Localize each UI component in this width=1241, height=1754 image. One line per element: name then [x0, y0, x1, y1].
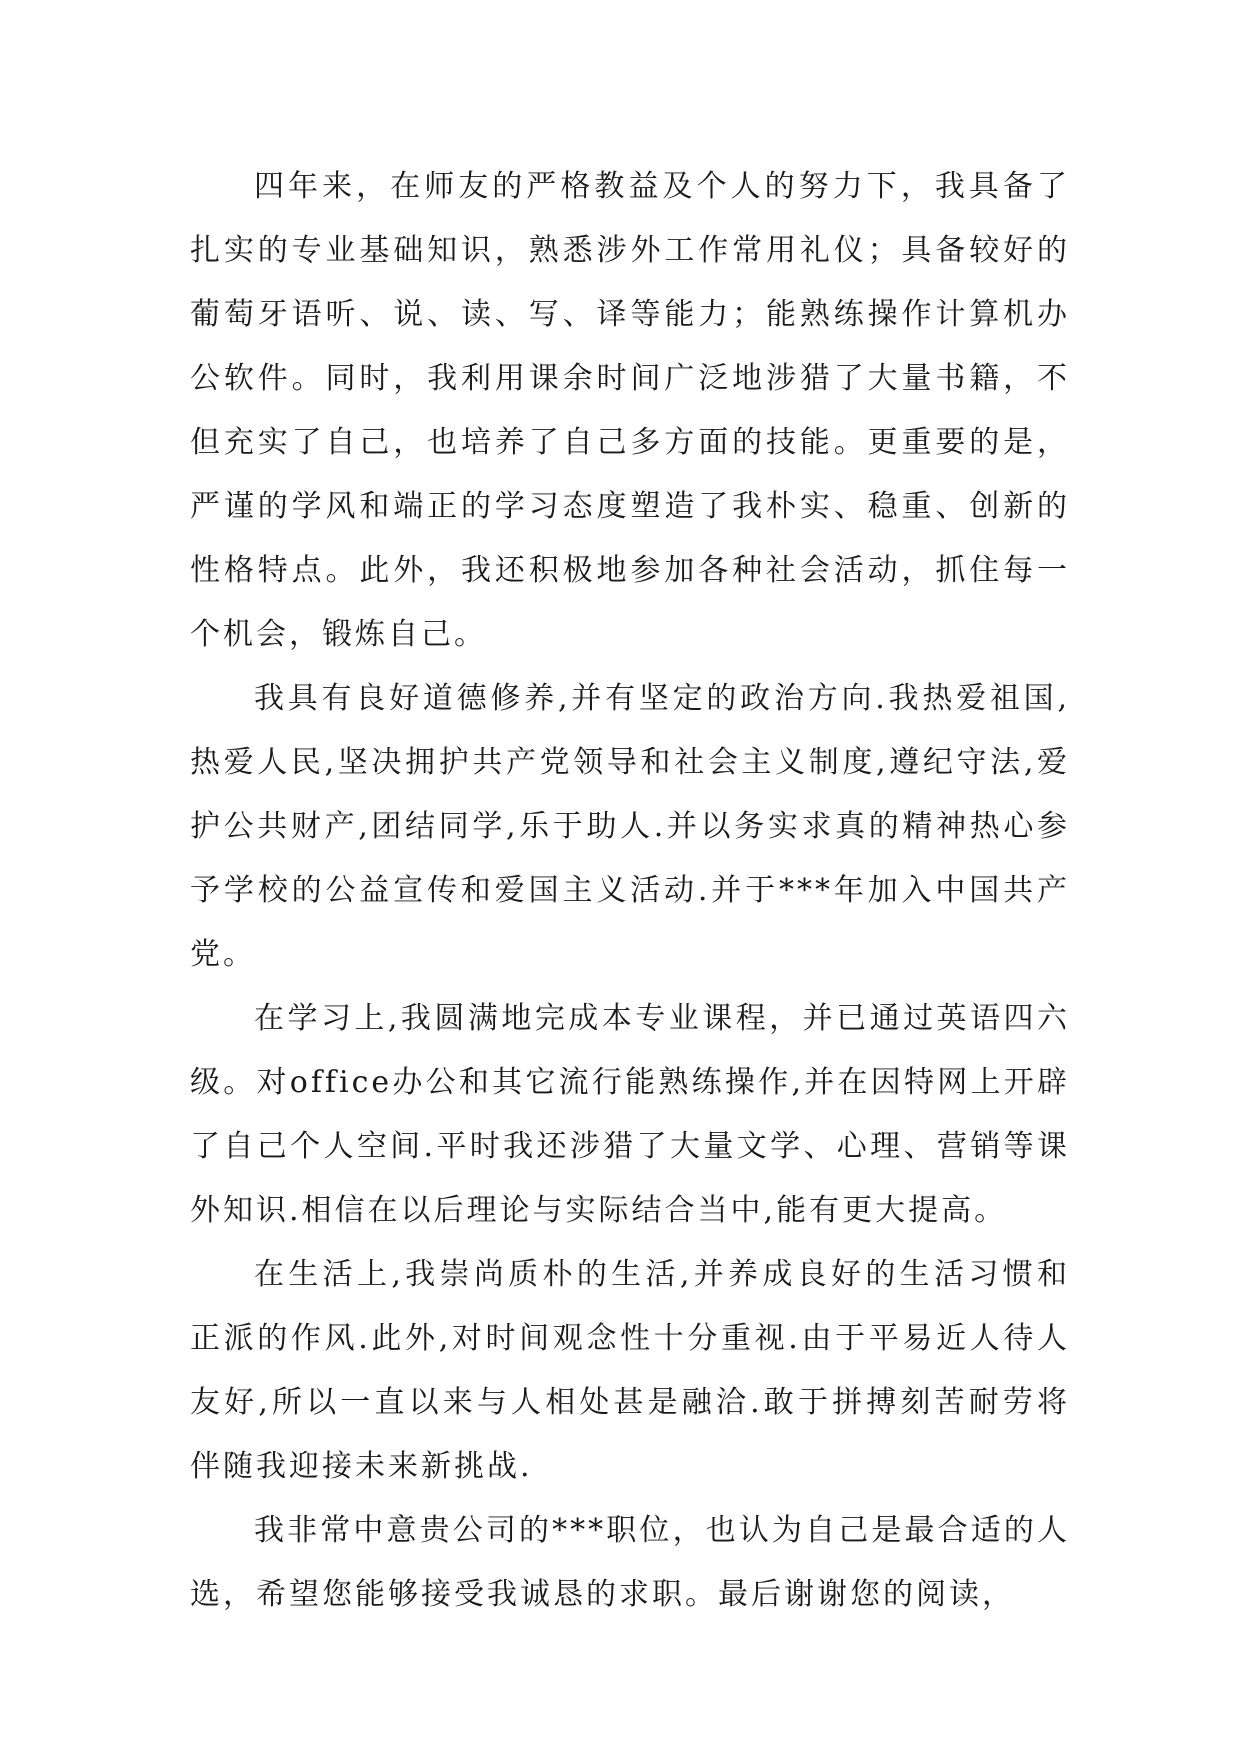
paragraph-qualifications: 四年来，在师友的严格教益及个人的努力下，我具备了扎实的专业基础知识，熟悉涉外工作常用礼仪；具备较好的葡萄牙语听、说、读、写、译等能力；能熟练操作计算机办公软件。同时，我利用课余时间广泛地涉猎了大量书籍，不但充实了自己，也培养了自己多方面的技能。更重要的是，严谨的学风和端正的学习态度塑造了我朴实、稳重、创新的性格特点。此外，我还积极地参加各种社会活动，抓住每一个机会，锻炼自己。: [190, 169, 1070, 652]
paragraph-morality: 我具有良好道德修养,并有坚定的政治方向.我热爱祖国,热爱人民,坚决拥护共产党领导和社会主义制度,遵纪守法,爱护公共财产,团结同学,乐于助人.并以务实求真的精神热心参予学校的公益宣传和爱国主义活动.并于***年加入中国共产党。: [190, 681, 1070, 972]
paragraph-closing: 我非常中意贵公司的***职位，也认为自己是最合适的人选，希望您能够接受我诚恳的求职。最后谢谢您的阅读，: [190, 1513, 1070, 1612]
document-body: [190, 155, 1070, 1627]
paragraph-study: 在学习上,我圆满地完成本专业课程，并已通过英语四六级。对office办公和其它流行能熟练操作,并在因特网上开辟了自己个人空间.平时我还涉猎了大量文学、心理、营销等课外知识.相信在以后理论与实际结合当中,能有更大提高。: [190, 1001, 1070, 1228]
paragraph-life: 在生活上,我崇尚质朴的生活,并养成良好的生活习惯和正派的作风.此外,对时间观念性十分重视.由于平易近人待人友好,所以一直以来与人相处甚是融洽.敢于拼搏刻苦耐劳将伴随我迎接未来新挑战.: [190, 1257, 1070, 1484]
